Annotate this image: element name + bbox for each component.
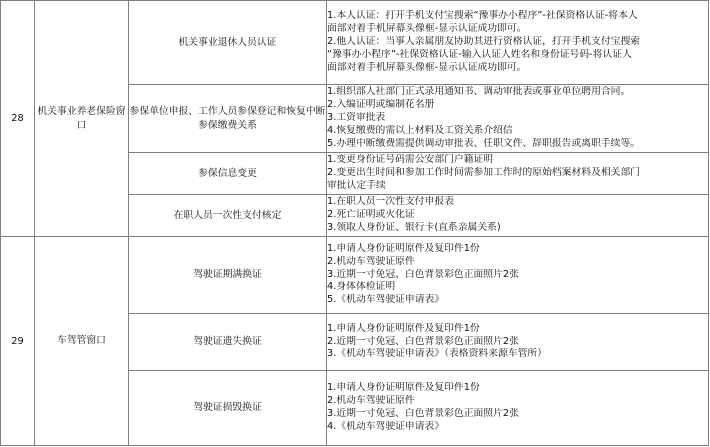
material-line: 1.变更身份证号码需公安部门户籍证明 [327, 154, 494, 166]
row-number: 29 [1, 237, 35, 446]
material-line: 4.身体体检证明 [327, 281, 396, 293]
table-row [1, 237, 709, 314]
material-line: 2.入编证明或编制花名册 [327, 99, 435, 111]
service-item: 驾驶证损毁换证 [129, 371, 327, 446]
service-item: 参保信息变更 [129, 153, 327, 195]
material-line: 3.领取人身份证、银行卡(直系亲属关系) [327, 221, 501, 233]
material-line: 5.《机动车驾驶证申请表》 [327, 294, 445, 306]
required-materials [327, 237, 709, 314]
required-materials [327, 153, 709, 195]
material-line: 4.《机动车驾驶证申请表》 [327, 420, 445, 432]
material-line: 3.《机动车驾驶证申请表》（表格资料来源车管所） [327, 348, 547, 360]
material-line: 2.近期一寸免冠、白色背景彩色正面照片2张 [327, 335, 519, 347]
material-line: 1.申请人身份证明原件及复印件1份 [327, 322, 480, 334]
material-line: 2.死亡证明或火化证 [327, 209, 415, 221]
service-item: 驾驶证遗失换证 [129, 314, 327, 371]
material-line: 2.机动车驾驶证原件 [327, 395, 415, 407]
material-line: 2.变更出生时间和参加工作时间需参加工作时的原始档案材料及相关部门 [327, 167, 641, 179]
material-line: 1.申请人身份证明原件及复印件1份 [327, 242, 480, 254]
table-row [1, 1, 709, 85]
required-materials [327, 371, 709, 446]
material-line: 审批认定手续 [327, 179, 386, 191]
material-line: 1.在职人员一次性支付申报表 [327, 196, 454, 208]
material-line: 3.工资审批表 [327, 112, 386, 124]
material-line: 面部对着手机屏幕头像框-显示认证成功即可。 [327, 23, 527, 35]
required-materials [327, 314, 709, 371]
required-materials [327, 195, 709, 237]
material-line: 1.组织部人社部门正式录用通知书、调动审批表或事业单位聘用合同。 [327, 86, 631, 98]
material-line: 面部对着手机屏幕头像框-显示认证成功即可。 [327, 61, 527, 73]
material-line: 2.他人认证：当事人亲属朋友协助其进行资格认证，打开手机支付宝搜索 [327, 36, 641, 48]
service-item: 机关事业退休人员认证 [129, 1, 327, 85]
service-item: 参保单位申报、工作人员参保登记和恢复中断参保缴费关系 [129, 85, 327, 153]
row-number: 28 [1, 1, 35, 237]
material-line: 3.近期一寸免冠、白色背景彩色正面照片2张 [327, 408, 519, 419]
service-item: 驾驶证期满换证 [129, 237, 327, 314]
material-line: 4.恢复缴费的需以上材料及工资关系介绍信 [327, 124, 513, 136]
material-line: “豫事办小程序”-社保资格认证-输入认证人姓名和身份证号码-将认证人 [327, 48, 632, 60]
required-materials [327, 85, 709, 153]
material-line: 1.本人认证：打开手机支付宝搜索“豫事办小程序”-社保资格认证-将本人 [327, 10, 638, 22]
service-window: 车驾管窗口 [35, 237, 129, 446]
service-item: 在职人员一次性支付核定 [129, 195, 327, 237]
required-materials [327, 1, 709, 85]
service-window: 机关事业养老保险窗口 [35, 1, 129, 237]
material-line: 5.办理中断缴费需提供调动审批表、任职文件、辞职报告或离职手续等。 [327, 137, 641, 149]
material-line: 1.申请人身份证明原件及复印件1份 [327, 382, 480, 394]
material-line: 2.机动车驾驶证原件 [327, 255, 415, 267]
material-line: 3.近期一寸免冠、白色背景彩色正面照片2张 [327, 268, 519, 280]
